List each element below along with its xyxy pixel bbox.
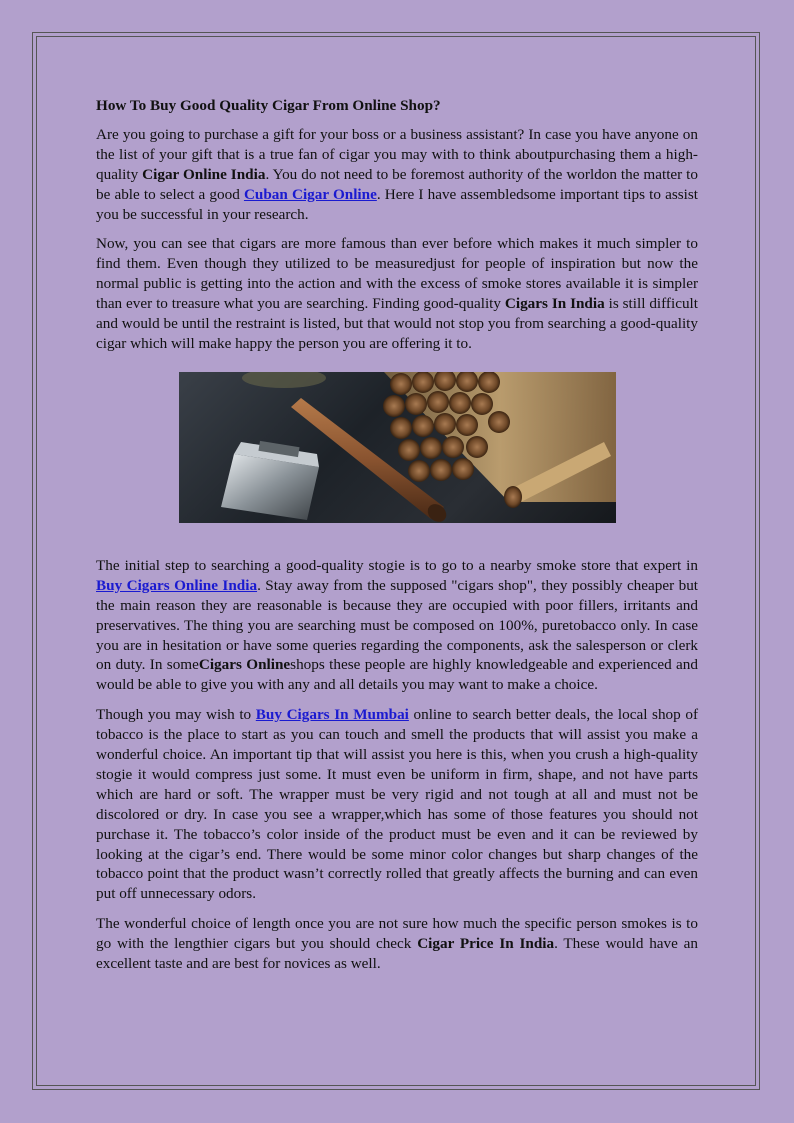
link-cuban-cigar-online[interactable]: Cuban Cigar Online bbox=[243, 185, 377, 203]
link-buy-cigars-online-india[interactable]: Buy Cigars Online India bbox=[96, 576, 258, 594]
keyword-cigars-online: Cigars Online bbox=[198, 656, 291, 674]
cigars-illustration bbox=[179, 372, 616, 523]
article-title: How To Buy Good Quality Cigar From Online Shop? bbox=[96, 97, 441, 114]
keyword-cigar-price-in-india: Cigar Price In India bbox=[417, 935, 555, 953]
article bbox=[96, 96, 698, 984]
paragraph-4: Though you may wish to Buy Cigars In Mumbai online to search better deals, the local shop of tobacco is the place to start as you can touch and smell the products that will assist you make a wonderful choice. An important tip that will assist you here is this, when you crush a high-quality stogie it would compress just some. It must even be uniform in firm, shape, and not have parts which are hard or soft. The wrapper must be very rigid and not tough at all and must not be discolored or dry. In case you see a wrapper,which has some of those features you should not purchase it. The tobacco’s color inside of the product must be even and it can be reviewed by looking at the cigar’s end. There would be some minor color changes but sharp changes of the tobacco point that the product wasn’t correctly rolled that greatly affects the burning and can even put off unnecessary odors. bbox=[96, 706, 699, 903]
keyword-cigars-in-india: Cigars In India bbox=[504, 295, 605, 313]
paragraph-5: The wonderful choice of length once you are not sure how much the specific person smokes is to go with the lengthier cigars but you should check Cigar Price In India. These would have an excellent taste and are best for novices as well. bbox=[96, 915, 699, 973]
paragraph-2: Now, you can see that cigars are more famous than ever before which makes it much simpler to find them. Even though they utilized to be measuredjust for people of inspiration but now the normal public is getting into the action and with the excess of smoke stores available it is simpler than ever to treasure what you are searching. Finding good-quality Cigars In India is still difficult and would be until the restraint is listed, but that would not stop you from searching a good-quality cigar which will make happy the person you are offering it to. bbox=[96, 235, 698, 352]
link-buy-cigars-in-mumbai[interactable]: Buy Cigars In Mumbai bbox=[255, 706, 409, 724]
keyword-cigar-online-india: Cigar Online India bbox=[142, 165, 266, 183]
paragraph-1: Are you going to purchase a gift for your boss or a business assistant? In case you have anyone on the list of your gift that is a true fan of cigar you may with to think aboutpurchasing them a high-quality Cigar Online India. You do not need to be foremost authority of the worldon the matter to be able to select a good Cuban Cigar Online. Here I have assembledsome important tips to assist you be successful in your research. bbox=[96, 125, 698, 223]
paragraph-3: The initial step to searching a good-quality stogie is to go to a nearby smoke store that expert in Buy Cigars Online India. Stay away from the supposed "cigars shop", they possibly cheaper but the main reason they are reasonable is because they are occupied with poor fillers, irritants and preservatives. The thing you are searching must be composed on 100%, puretobacco only. In case you are in hesitation or have some queries regarding the components, ask the salesperson or clerk on duty. In someCigars Onlineshops these people are highly knowledgeable and experienced and would be able to give you with any and all details you may want to make a choice. bbox=[96, 556, 699, 694]
cigars-image bbox=[179, 372, 616, 523]
